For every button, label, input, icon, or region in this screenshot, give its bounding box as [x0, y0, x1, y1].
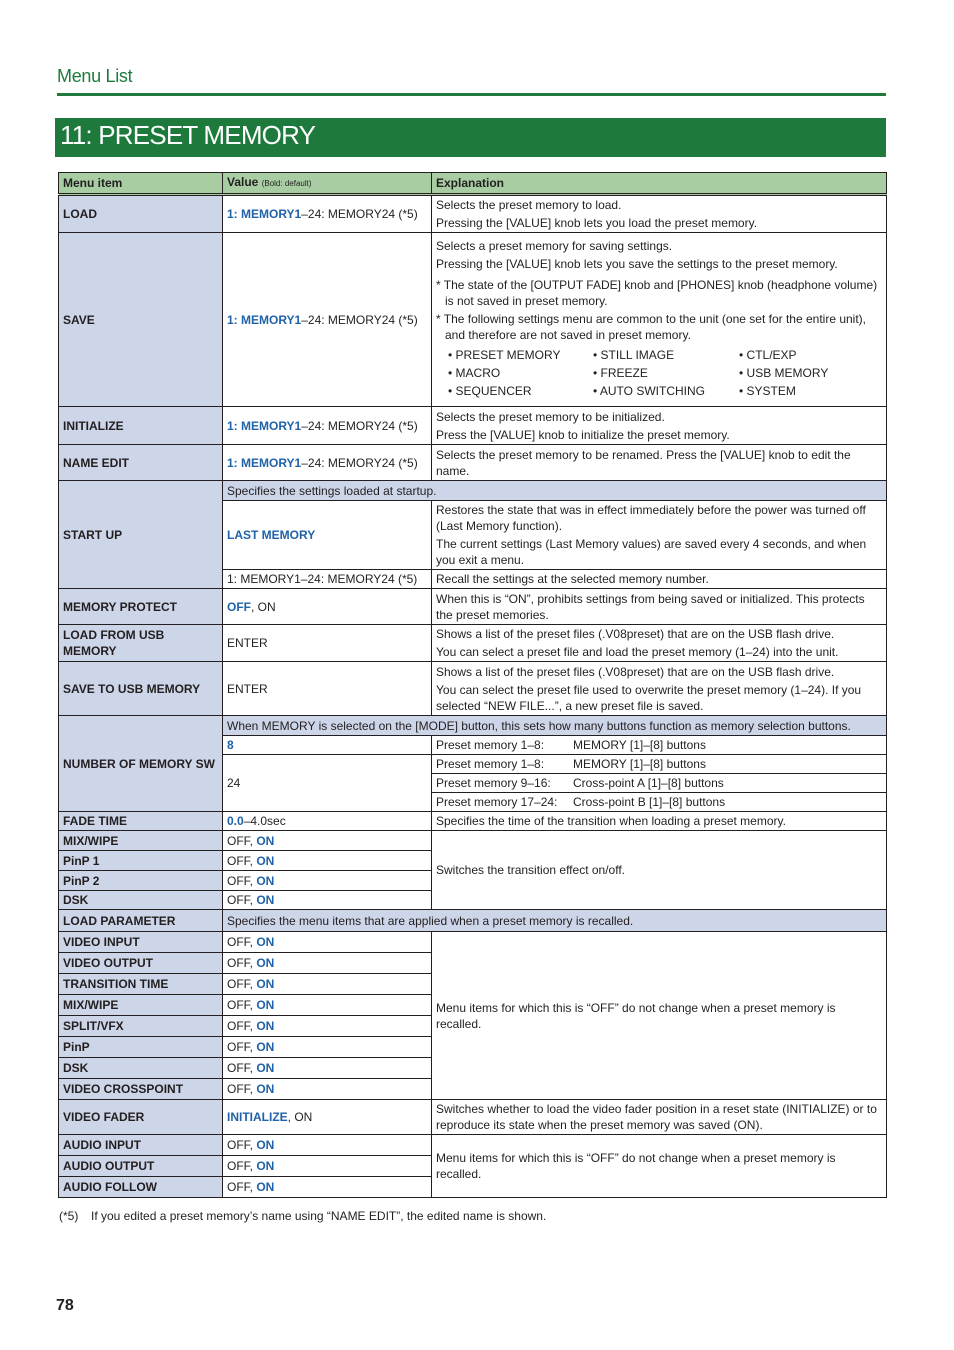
col-menu-item: Menu item [59, 173, 223, 195]
value-cell: OFF, ON [223, 1016, 432, 1037]
value-cell: LAST MEMORY [223, 501, 432, 570]
table-header-row [59, 173, 887, 195]
header-rule [57, 93, 886, 96]
explanation-cell: Switches whether to load the video fader position in a reset state (INITIALIZE) or to reproduce its state when the preset memory was saved (ON). [432, 1100, 887, 1135]
table-row [59, 910, 887, 932]
explanation-cell: Menu items for which this is “OFF” do not change when a preset memory is recalled. [432, 1135, 887, 1198]
common-settings-list: • PRESET MEMORY • STILL IMAGE • CTL/EXP • MACRO • FREEZE • USB MEMORY • SEQUENCER • AUTO SWITCHING • SYSTEM [448, 348, 829, 398]
value-cell: OFF, ON [223, 1177, 432, 1198]
explanation-cell: When this is “ON”, prohibits settings from being saved or initialized. This protects the preset memories. [432, 589, 887, 625]
footnote [59, 1209, 546, 1223]
footnote-mark: (*5) [59, 1209, 79, 1223]
sub-item: MIX/WIPE [59, 995, 223, 1016]
value-cell: OFF, ON [223, 1037, 432, 1058]
table-row [59, 445, 887, 481]
sub-item: SPLIT/VFX [59, 1016, 223, 1037]
value-cell: OFF, ON [223, 995, 432, 1016]
table-row [59, 233, 887, 407]
explanation-cell: Preset memory 17–24: Cross-point B [1]–[8] buttons [432, 793, 887, 812]
explanation-cell: Selects the preset memory to be initialized. Press the [VALUE] knob to initialize the preset memory. [432, 407, 887, 445]
sub-item: PinP 1 [59, 851, 223, 871]
value-cell: 24 [223, 755, 432, 812]
value-cell: OFF, ON [223, 1156, 432, 1177]
menu-item: LOAD [59, 195, 223, 233]
value-cell: OFF, ON [223, 1058, 432, 1079]
value-cell: ENTER [223, 662, 432, 716]
menu-item: NUMBER OF MEMORY SW [59, 716, 223, 812]
value-cell: OFF, ON [223, 851, 432, 871]
explanation-cell: Restores the state that was in effect immediately before the power was turned off (Last Memory function). The current settings (Last Memory values) are saved every 4 seconds, and when you exit a menu. [432, 501, 887, 570]
explanation-cell: Shows a list of the preset files (.V08preset) that are on the USB flash drive. You can select a preset file and load the preset memory (1–24) into the unit. [432, 625, 887, 662]
col-value: Value (Bold: default) [223, 173, 432, 195]
section-header: Menu List [57, 66, 133, 86]
value-cell: INITIALIZE, ON [223, 1100, 432, 1135]
page-title: 11: PRESET MEMORY [60, 120, 316, 150]
sub-item: DSK [59, 1058, 223, 1079]
description-cell: When MEMORY is selected on the [MODE] button, this sets how many buttons function as memory selection buttons. [223, 716, 887, 736]
table-row [59, 1135, 887, 1156]
description-cell: Specifies the settings loaded at startup. [223, 481, 887, 501]
value-cell: OFF, ON [223, 1135, 432, 1156]
sub-item: PinP 2 [59, 871, 223, 891]
explanation-cell: Preset memory 9–16: Cross-point A [1]–[8] buttons [432, 774, 887, 793]
table-row [59, 589, 887, 625]
page-number: 78 [56, 1297, 74, 1314]
sub-item: AUDIO INPUT [59, 1135, 223, 1156]
value-cell: OFF, ON [223, 953, 432, 974]
value-cell: 0.0–4.0sec [223, 812, 432, 831]
menu-item: SAVE TO USB MEMORY [59, 662, 223, 716]
menu-item: SAVE [59, 233, 223, 407]
menu-item: LOAD FROM USB MEMORY [59, 625, 223, 662]
table-row [59, 831, 887, 851]
title-banner [55, 118, 886, 157]
footnote-text: If you edited a preset memory’s name using “NAME EDIT”, the edited name is shown. [91, 1209, 547, 1223]
menu-item: START UP [59, 481, 223, 589]
explanation-cell: Selects the preset memory to load. Pressing the [VALUE] knob lets you load the preset memory. [432, 195, 887, 233]
sub-item: VIDEO OUTPUT [59, 953, 223, 974]
value-cell: 1: MEMORY1–24: MEMORY24 (*5) [223, 445, 432, 481]
value-cell: OFF, ON [223, 831, 432, 851]
sub-item: VIDEO INPUT [59, 932, 223, 953]
sub-item: AUDIO OUTPUT [59, 1156, 223, 1177]
explanation-cell: Switches the transition effect on/off. [432, 831, 887, 910]
menu-item: INITIALIZE [59, 407, 223, 445]
sub-item: VIDEO FADER [59, 1100, 223, 1135]
explanation-cell: Recall the settings at the selected memory number. [432, 570, 887, 589]
explanation-cell: Menu items for which this is “OFF” do not change when a preset memory is recalled. [432, 932, 887, 1100]
value-cell: 8 [223, 736, 432, 755]
value-cell: OFF, ON [223, 871, 432, 891]
sub-item: DSK [59, 891, 223, 910]
value-cell: 1: MEMORY1–24: MEMORY24 (*5) [223, 407, 432, 445]
sub-item: MIX/WIPE [59, 831, 223, 851]
sub-item: VIDEO CROSSPOINT [59, 1079, 223, 1100]
explanation-cell: Selects a preset memory for saving settings. Pressing the [VALUE] knob lets you save the settings to the preset memory. * The state of the [OUTPUT FADE] knob and [PHONES] knob (headphone volume) is not saved in preset memory. * The following settings menu are common to the unit (one set for the entire unit), and therefore are not saved in preset memory. • PRESET MEMORY • STILL IMAGE • CTL/EXP • MACRO • FREEZE • USB MEMORY • SEQUENCER • AUTO SWITCHING • SYSTEM [432, 233, 887, 407]
table-row [59, 407, 887, 445]
table-row [59, 195, 887, 233]
value-cell: OFF, ON [223, 932, 432, 953]
menu-item: LOAD PARAMETER [59, 910, 223, 932]
col-explanation: Explanation [432, 173, 887, 195]
sub-item: PinP [59, 1037, 223, 1058]
sub-item: AUDIO FOLLOW [59, 1177, 223, 1198]
value-cell: 1: MEMORY1–24: MEMORY24 (*5) [223, 233, 432, 407]
explanation-cell: Selects the preset memory to be renamed. Press the [VALUE] knob to edit the name. [432, 445, 887, 481]
explanation-cell: Specifies the time of the transition when loading a preset memory. [432, 812, 887, 831]
value-cell: OFF, ON [223, 891, 432, 910]
table-row [59, 625, 887, 662]
value-cell: OFF, ON [223, 974, 432, 995]
explanation-cell: Preset memory 1–8: MEMORY [1]–[8] buttons [432, 755, 887, 774]
menu-item: NAME EDIT [59, 445, 223, 481]
value-cell: OFF, ON [223, 589, 432, 625]
preset-memory-table [58, 172, 887, 1198]
table-row [59, 1100, 887, 1135]
table-row [59, 932, 887, 953]
table-row [59, 812, 887, 831]
menu-item: FADE TIME [59, 812, 223, 831]
sub-item: TRANSITION TIME [59, 974, 223, 995]
table-row [59, 716, 887, 736]
value-cell: 1: MEMORY1–24: MEMORY24 (*5) [223, 195, 432, 233]
value-cell: OFF, ON [223, 1079, 432, 1100]
table-row [59, 481, 887, 501]
menu-item: MEMORY PROTECT [59, 589, 223, 625]
value-cell: ENTER [223, 625, 432, 662]
value-cell: 1: MEMORY1–24: MEMORY24 (*5) [223, 570, 432, 589]
table-row [59, 662, 887, 716]
explanation-cell: Shows a list of the preset files (.V08preset) that are on the USB flash drive. You can select the preset file used to overwrite the preset memory (1–24). If you selected “NEW FILE...”, a new preset file is saved. [432, 662, 887, 716]
description-cell: Specifies the menu items that are applied when a preset memory is recalled. [223, 910, 887, 932]
explanation-cell: Preset memory 1–8: MEMORY [1]–[8] buttons [432, 736, 887, 755]
